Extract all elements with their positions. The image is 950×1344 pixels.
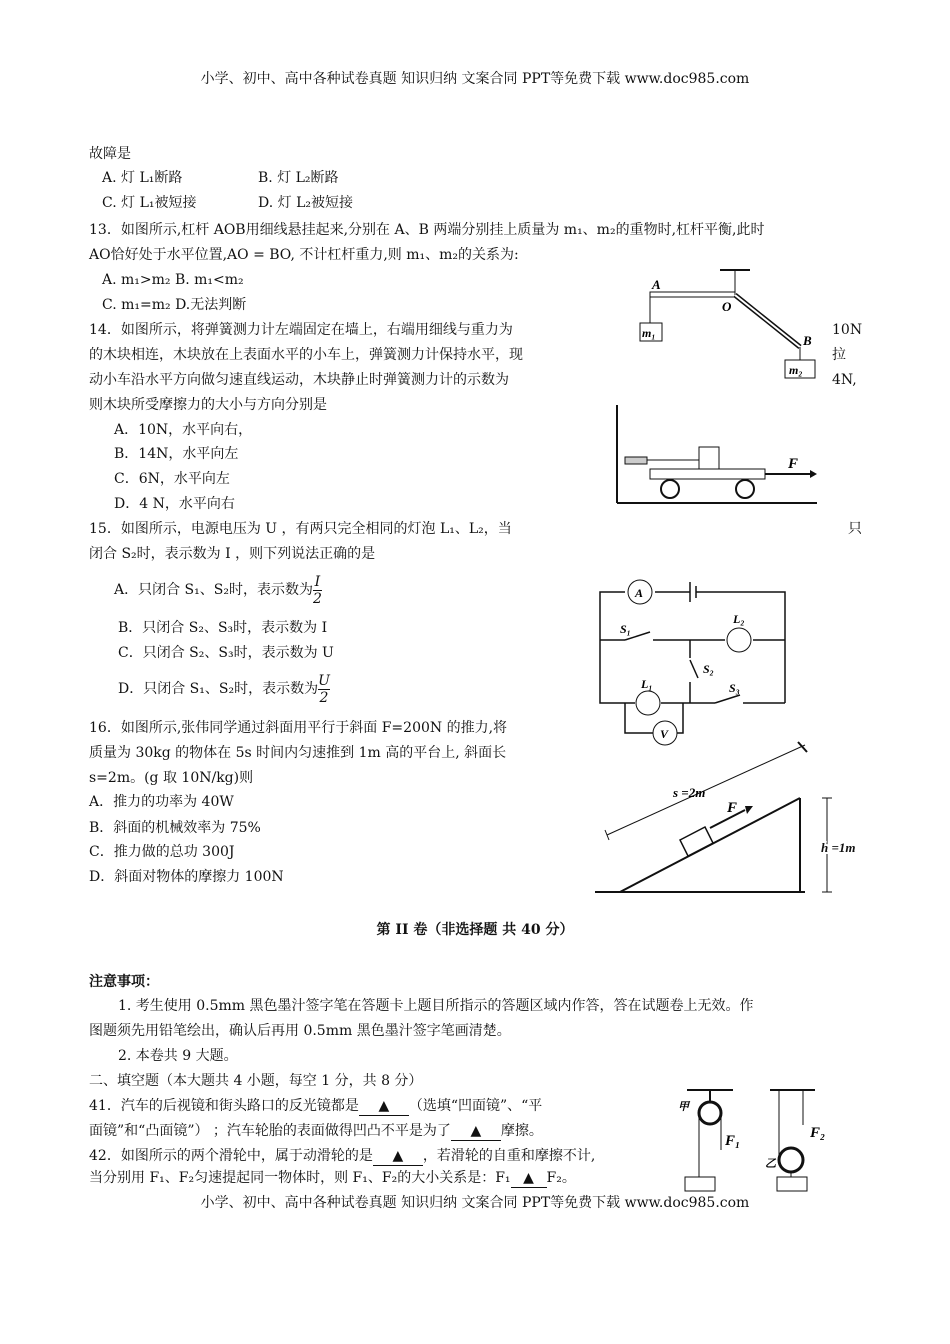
answer-blank: ▲ bbox=[451, 1122, 501, 1141]
q14-option-a: A．10N，水平向右， bbox=[114, 422, 253, 438]
q12-option-a: A. 灯 L₁断路 bbox=[102, 170, 183, 186]
cart-diagram bbox=[605, 400, 820, 515]
q13-options-ab: A. m₁>m₂ B. m₁<m₂ bbox=[102, 272, 244, 288]
q15-option-d-text: D．只闭合 S₁、S₂时，表示数为 bbox=[118, 681, 319, 697]
label-b: B bbox=[803, 333, 812, 348]
note-2: 2. 本卷共 9 大题。 bbox=[118, 1048, 238, 1064]
q13-line2: AO恰好处于水平位置,AO = BO, 不计杠杆重力,则 m₁、m₂的关系为: bbox=[89, 247, 519, 263]
q16-line3: s=2m。(g 取 10N/kg)则 bbox=[89, 770, 254, 786]
q15-line1-tail: 只 bbox=[848, 521, 862, 537]
q15-line2: 闭合 S₂时，表示数为 I ，则下列说法正确的是 bbox=[89, 546, 376, 562]
section-title: 第 II 卷（非选择题 共 40 分） bbox=[376, 922, 574, 938]
q16-line1: 16．如图所示,张伟同学通过斜面用平行于斜面 F=200N 的推力,将 bbox=[89, 720, 508, 736]
note-1b: 图题须先用铅笔绘出，确认后再用 0.5mm 黑色墨汁签字笔画清楚。 bbox=[89, 1023, 511, 1039]
label-yi: 乙 bbox=[765, 1158, 776, 1170]
incline-diagram bbox=[595, 740, 875, 900]
l2-label: L₂ bbox=[733, 612, 745, 626]
spring-scale bbox=[625, 457, 647, 464]
q41-text: （选填“凹面镜”、“平 bbox=[408, 1098, 543, 1114]
q15-option-a bbox=[114, 570, 322, 610]
answer-blank: ▲ bbox=[359, 1097, 409, 1116]
q42-line1 bbox=[89, 1147, 595, 1166]
q15-option-b: B．只闭合 S₂、S₃时，表示数为 I bbox=[118, 620, 328, 636]
q12-option-c: C. 灯 L₁被短接 bbox=[102, 195, 197, 211]
q15-option-d bbox=[118, 669, 330, 709]
label-f1: F₁ bbox=[725, 1133, 741, 1149]
numerator: I bbox=[314, 573, 321, 590]
q15-option-a-text: A．只闭合 S₁、S₂时，表示数为 bbox=[114, 582, 313, 598]
part2-heading: 二、填空题（本大题共 4 小题，每空 1 分，共 8 分） bbox=[89, 1073, 423, 1089]
q15-line1: 15．如图所示，电源电压为 U ，有两只完全相同的灯泡 L₁、L₂，当 bbox=[89, 521, 512, 537]
q16-option-d: D．斜面对物体的摩擦力 100N bbox=[89, 869, 284, 885]
q14-line3: 动小车沿水平方向做匀速直线运动，木块静止时弹簧测力计的示数为 bbox=[89, 372, 509, 388]
answer-blank: ▲ bbox=[373, 1147, 423, 1166]
lamp-l2 bbox=[727, 628, 751, 652]
q42-text: 当分别用 F₁、F₂匀速提起同一物体时，则 F₁、F₂的大小关系是：F₁ bbox=[89, 1170, 511, 1186]
fraction bbox=[318, 673, 330, 706]
q14-line4: 则木块所受摩擦力的大小与方向分别是 bbox=[89, 397, 327, 413]
fixed-pulley bbox=[699, 1102, 721, 1124]
label-h: h =1m bbox=[821, 840, 856, 855]
q14-line1: 14．如图所示，将弹簧测力计左端固定在墙上，右端用细线与重力为 bbox=[89, 322, 513, 338]
q41-text: 41．汽车的后视镜和街头路口的反光镜都是 bbox=[89, 1098, 359, 1114]
q42-text: 42．如图所示的两个滑轮中，属于动滑轮的是 bbox=[89, 1148, 373, 1164]
movable-pulley bbox=[779, 1148, 803, 1172]
voltmeter-label: V bbox=[660, 727, 669, 741]
note-1a: 1. 考生使用 0.5mm 黑色墨汁签字笔在答题卡上题目所指示的答题区域内作答，答在试题卷上无效。作 bbox=[118, 998, 754, 1014]
q41-line2 bbox=[89, 1122, 543, 1141]
page-footer: 小学、初中、高中各种试卷真题 知识归纳 文案合同 PPT等免费下载 www.doc985.com bbox=[200, 1195, 750, 1211]
q14-line3-tail: 4N, bbox=[832, 372, 857, 388]
page-header: 小学、初中、高中各种试卷真题 知识归纳 文案合同 PPT等免费下载 www.doc985.com bbox=[200, 71, 750, 87]
q41-line1 bbox=[89, 1097, 542, 1116]
weight-box-yi bbox=[777, 1177, 807, 1191]
s2-label: S₂ bbox=[703, 662, 714, 676]
q41-text: 面镜”和“凸面镜”） ；汽车轮胎的表面做得凹凸不平是为了 bbox=[89, 1123, 451, 1139]
q12-stem-end: 故障是 bbox=[89, 146, 131, 162]
cart bbox=[650, 469, 765, 479]
pulley-diagram bbox=[675, 1085, 845, 1193]
label-f: F bbox=[727, 800, 738, 816]
object-block bbox=[680, 827, 713, 856]
label-jia: 甲 bbox=[678, 1101, 689, 1113]
answer-blank: ▲ bbox=[511, 1169, 547, 1188]
q42-text: ，若滑轮的自重和摩擦不计, bbox=[422, 1148, 596, 1164]
q13-options-cd: C. m₁=m₂ D.无法判断 bbox=[102, 297, 247, 313]
q41-text: 摩擦。 bbox=[500, 1123, 543, 1139]
s1-label: S₁ bbox=[620, 622, 631, 636]
q13-line1: 13．如图所示,杠杆 AOB用细线悬挂起来,分别在 A、B 两端分别挂上质量为 m₁、m₂的重物时,杠杆平衡,此时 bbox=[89, 222, 765, 238]
q42-line2 bbox=[89, 1169, 576, 1188]
q14-line1-tail: 10N bbox=[832, 322, 863, 338]
lever-diagram bbox=[630, 265, 820, 385]
circuit-diagram bbox=[595, 578, 795, 753]
q16-option-b: B．斜面的机械效率为 75% bbox=[89, 820, 261, 836]
label-a: A bbox=[652, 277, 661, 292]
q42-text: F₂。 bbox=[546, 1170, 576, 1186]
q14-option-c: C．6N，水平向左 bbox=[114, 471, 230, 487]
q14-option-d: D．4 N，水平向右 bbox=[114, 496, 235, 512]
label-m2: m₂ bbox=[789, 363, 803, 377]
lamp-l1 bbox=[636, 691, 660, 715]
l1-label: L₁ bbox=[641, 677, 653, 691]
label-f2: F₂ bbox=[810, 1125, 826, 1141]
s3-label: S₃ bbox=[729, 681, 740, 695]
wood-block bbox=[699, 447, 719, 469]
label-m1: m₁ bbox=[642, 326, 656, 340]
q16-option-c: C．推力做的总功 300J bbox=[89, 844, 235, 860]
fraction bbox=[313, 574, 322, 607]
q14-line2-tail: 拉 bbox=[832, 347, 846, 363]
denominator: 2 bbox=[312, 590, 322, 607]
numerator: U bbox=[318, 672, 330, 689]
weight-box-jia bbox=[685, 1177, 715, 1191]
lever-arm bbox=[650, 292, 735, 297]
q12-option-b: B. 灯 L₂断路 bbox=[258, 170, 339, 186]
label-s: s =2m bbox=[673, 785, 706, 800]
q16-line2: 质量为 30kg 的物体在 5s 时间内匀速推到 1m 高的平台上, 斜面长 bbox=[89, 745, 507, 761]
q16-option-a: A．推力的功率为 40W bbox=[89, 794, 234, 810]
q12-option-d: D. 灯 L₂被短接 bbox=[258, 195, 353, 211]
denominator: 2 bbox=[319, 689, 329, 706]
label-f: F bbox=[788, 456, 799, 472]
notes-title: 注意事项： bbox=[89, 974, 159, 990]
q14-option-b: B．14N，水平向左 bbox=[114, 446, 239, 462]
q15-option-c: C．只闭合 S₂、S₃时，表示数为 U bbox=[118, 645, 334, 661]
ammeter-label: A bbox=[635, 586, 644, 600]
q14-line2: 的木块相连，木块放在上表面水平的小车上，弹簧测力计保持水平，现 bbox=[89, 347, 523, 363]
label-o: O bbox=[722, 299, 732, 314]
